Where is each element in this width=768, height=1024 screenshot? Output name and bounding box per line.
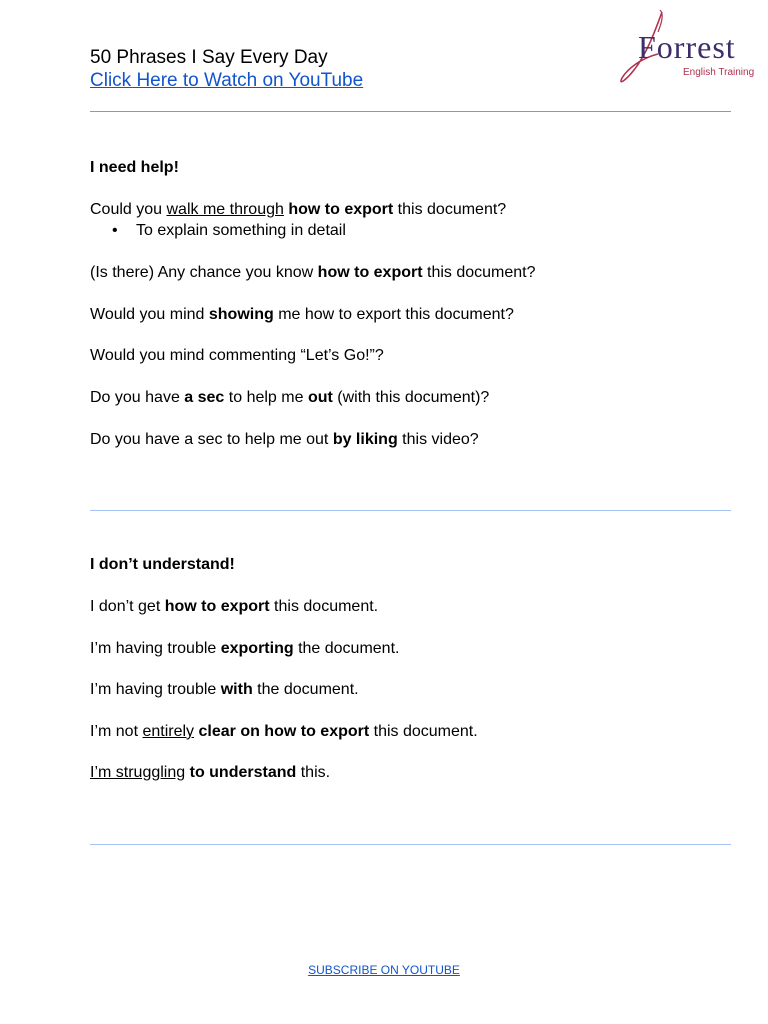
phrase-text: Would you mind [90, 306, 209, 323]
section-divider [90, 510, 731, 511]
bullet-item [112, 221, 346, 241]
phrase-text: Do you have [90, 389, 185, 406]
bold-phrase: how to export [288, 201, 394, 218]
youtube-link[interactable]: Click Here to Watch on YouTube [90, 70, 364, 91]
phrase-line [90, 639, 399, 659]
bold-phrase: exporting [220, 640, 294, 657]
section-heading-help: I need help! [90, 159, 179, 176]
phrase-text: I’m having trouble [90, 640, 221, 657]
phrase-text: this. [296, 764, 331, 781]
bold-phrase: by liking [332, 431, 398, 448]
underlined-phrase: I’m struggling [90, 764, 186, 781]
phrase-text: Do you have a sec to help me out [90, 431, 333, 448]
phrase-text: (Is there) Any chance you know [90, 264, 318, 281]
phrase-line [90, 763, 330, 783]
phrase-text: I don’t get [90, 598, 165, 615]
phrase-text: this document? [422, 264, 536, 281]
bold-phrase: how to export [164, 598, 270, 615]
phrase-text: the document. [252, 681, 359, 698]
bold-phrase: with [220, 681, 253, 698]
subscribe-link[interactable] [0, 963, 768, 977]
bold-phrase: to understand [189, 764, 297, 781]
phrase-text: this document. [369, 723, 478, 740]
section-divider [90, 844, 731, 845]
phrase-line [90, 346, 384, 366]
bullet-dot-icon: • [112, 222, 118, 239]
phrase-line [90, 597, 378, 617]
phrase-text: (with this document)? [332, 389, 490, 406]
underlined-phrase: entirely [142, 723, 195, 740]
logo-wordmark: Forrest [638, 29, 736, 65]
header-divider [90, 111, 731, 112]
phrase-line [90, 305, 514, 325]
phrase-text: to help me [224, 389, 308, 406]
phrase-text: Would you mind commenting “Let’s Go!”? [90, 347, 384, 364]
phrase-line [90, 388, 489, 408]
phrase-text: this document. [269, 598, 379, 615]
phrase-text: this video? [397, 431, 479, 448]
phrase-text: the document. [293, 640, 400, 657]
phrase-text: this document? [393, 201, 507, 218]
bullet-text: To explain something in detail [136, 222, 346, 239]
bold-phrase: out [307, 389, 333, 406]
phrase-text: me how to export this document? [273, 306, 514, 323]
bold-phrase: how to export [317, 264, 423, 281]
bold-phrase: showing [208, 306, 274, 323]
subscribe-link-text[interactable]: SUBSCRIBE ON YOUTUBE [308, 963, 460, 977]
bold-phrase: a sec [184, 389, 225, 406]
section-heading-understand: I don’t understand! [90, 556, 235, 573]
bold-phrase: clear on how to export [198, 723, 370, 740]
logo-subtitle: English Training [683, 67, 755, 78]
phrase-line [90, 200, 506, 220]
phrase-text: Could you [90, 201, 167, 218]
document-title: 50 Phrases I Say Every Day [90, 47, 328, 68]
underlined-phrase: walk me through [166, 201, 284, 218]
phrase-line [90, 680, 359, 700]
phrase-text: I’m having trouble [90, 681, 221, 698]
phrase-line [90, 430, 479, 450]
phrase-line [90, 722, 478, 742]
phrase-text: I’m not [90, 723, 143, 740]
phrase-line [90, 263, 536, 283]
